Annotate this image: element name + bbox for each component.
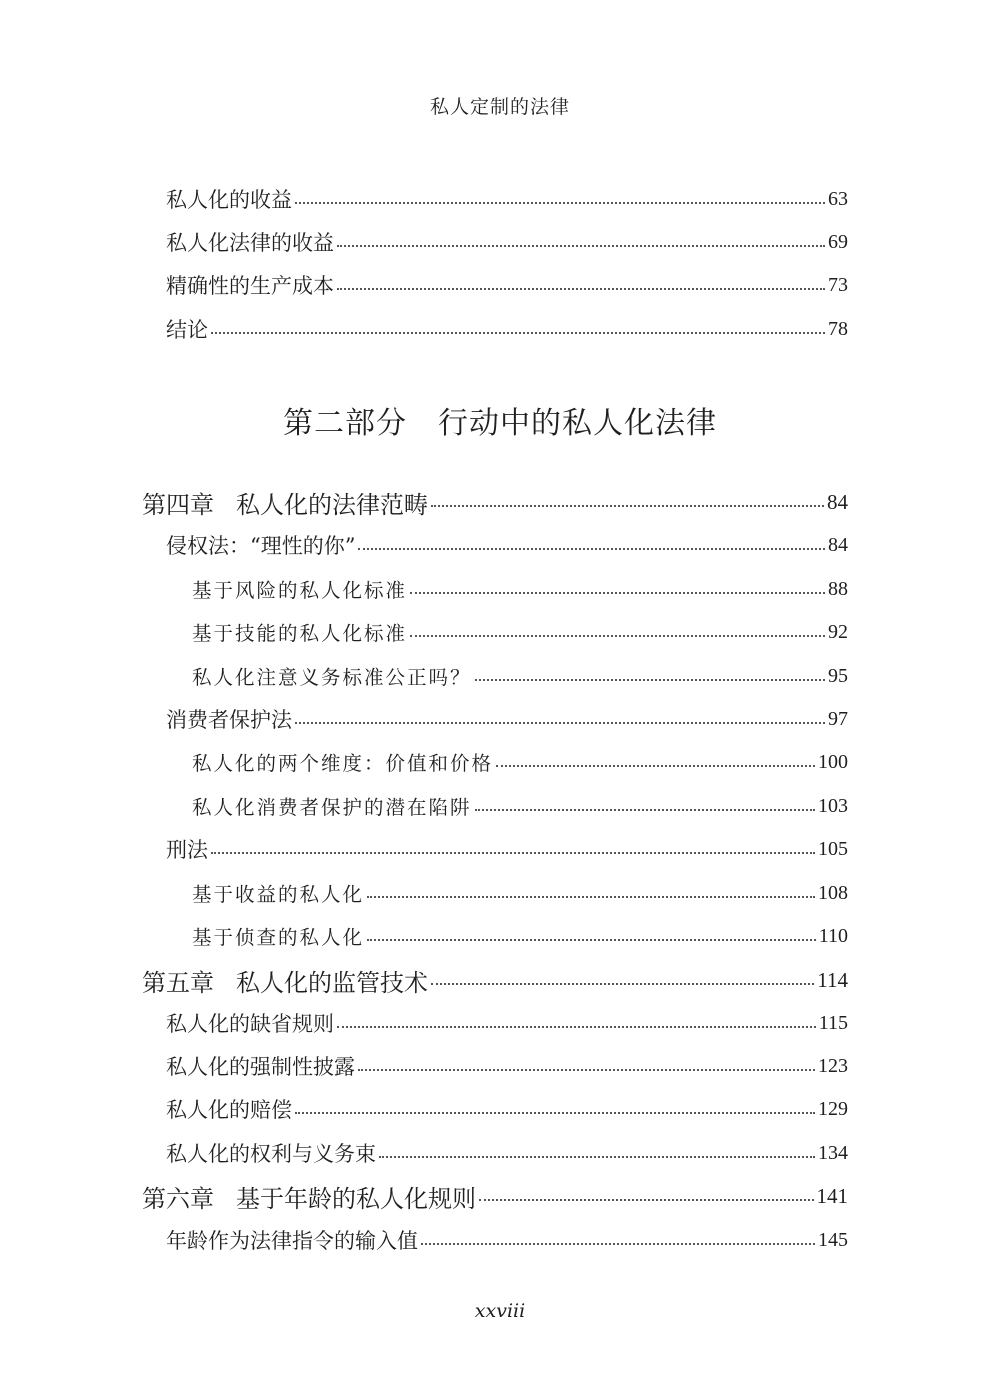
toc-subentry[interactable] — [192, 658, 848, 694]
toc-entry-label: 年龄作为法律指令的输入值 — [166, 1229, 418, 1253]
toc-chapter-label — [142, 485, 428, 520]
toc-entry-label: 刑法 — [166, 838, 208, 862]
toc-entry-page: 73 — [828, 273, 848, 296]
dot-leader — [358, 1069, 815, 1071]
part-title: 第二部分 行动中的私人化法律 — [283, 406, 717, 441]
toc-chapter[interactable] — [142, 484, 848, 520]
dot-leader — [367, 896, 815, 898]
toc-chapter-page: 114 — [817, 967, 848, 992]
page-number: xxviii — [474, 1300, 526, 1322]
toc-entry-page: 134 — [818, 1141, 848, 1164]
dot-leader — [475, 679, 825, 681]
toc-entry-page: 129 — [818, 1097, 848, 1120]
toc-subentry-page: 88 — [828, 577, 848, 600]
toc-entry[interactable] — [166, 527, 848, 563]
dot-leader — [337, 1026, 816, 1028]
toc-entry-page: 105 — [818, 837, 848, 860]
dot-leader — [358, 548, 825, 550]
toc-entry-label: 私人化的赔偿 — [166, 1098, 292, 1122]
toc-subentry-label: 私人化注意义务标准公正吗？ — [192, 666, 472, 689]
toc-entry[interactable] — [166, 701, 848, 737]
dot-leader — [379, 1156, 815, 1158]
dot-leader — [295, 202, 825, 204]
toc-entry[interactable] — [166, 1091, 848, 1127]
toc-chapter[interactable] — [142, 962, 848, 998]
toc-entry[interactable] — [166, 267, 848, 303]
toc-subentry-page: 92 — [828, 620, 848, 643]
toc-entry-label: 结论 — [166, 318, 208, 342]
toc-subentry-page: 95 — [828, 664, 848, 687]
dot-leader — [410, 592, 825, 594]
toc-entry-page: 63 — [828, 187, 848, 210]
dot-leader — [431, 983, 814, 985]
toc-entry[interactable] — [166, 831, 848, 867]
toc-entry-label: 私人化的强制性披露 — [166, 1055, 355, 1079]
dot-leader — [410, 635, 825, 637]
toc-entry-page: 115 — [818, 1011, 848, 1034]
toc-subentry-page: 110 — [818, 924, 848, 947]
toc-entry-label: 私人化法律的收益 — [166, 231, 334, 255]
toc-subentry[interactable] — [192, 918, 848, 954]
dot-leader — [479, 1199, 814, 1201]
toc-chapter[interactable] — [142, 1178, 848, 1214]
dot-leader — [431, 505, 824, 507]
toc-subentry-label: 基于收益的私人化 — [192, 883, 365, 906]
toc-entry-page: 84 — [828, 533, 848, 556]
chapter-title: 私人化的监管技术 — [236, 968, 428, 997]
toc-subentry-page: 100 — [818, 750, 848, 773]
toc-subentry[interactable] — [192, 744, 848, 780]
chapter-number: 第六章 — [142, 1184, 214, 1213]
toc-entry[interactable] — [166, 1222, 848, 1258]
chapter-title: 私人化的法律范畴 — [236, 490, 428, 519]
dot-leader — [211, 332, 825, 334]
toc-entry-label: 精确性的生产成本 — [166, 274, 334, 298]
dot-leader — [337, 245, 825, 247]
toc-subentry[interactable] — [192, 788, 848, 824]
dot-leader — [295, 1112, 815, 1114]
toc-entry[interactable] — [166, 1005, 848, 1041]
toc-entry[interactable] — [166, 311, 848, 347]
toc-chapter-label — [142, 1179, 476, 1214]
toc-entry-label: 消费者保护法 — [166, 708, 292, 732]
toc-subentry[interactable] — [192, 571, 848, 607]
toc-entry-label: 私人化的收益 — [166, 188, 292, 212]
toc-entry-page: 69 — [828, 230, 848, 253]
toc-entry-page: 145 — [818, 1228, 848, 1251]
dot-leader — [295, 722, 825, 724]
toc-subentry-label: 基于技能的私人化标准 — [192, 622, 408, 645]
toc-subentry-label: 私人化的两个维度：价值和价格 — [192, 752, 494, 775]
toc-subentry-page: 108 — [818, 881, 848, 904]
dot-leader — [367, 939, 816, 941]
dot-leader — [421, 1243, 815, 1245]
toc-subentry-label: 私人化消费者保护的潜在陷阱 — [192, 796, 472, 819]
dot-leader — [496, 765, 815, 767]
toc-subentry[interactable] — [192, 614, 848, 650]
dot-leader — [337, 288, 825, 290]
toc-subentry[interactable] — [192, 875, 848, 911]
toc-subentry-label: 基于风险的私人化标准 — [192, 579, 408, 602]
running-head: 私人定制的法律 — [429, 96, 570, 118]
toc-chapter-label — [142, 963, 428, 998]
toc-entry-page: 123 — [818, 1054, 848, 1077]
toc-entry[interactable] — [166, 181, 848, 217]
toc-entry-label: 侵权法：“理性的你” — [166, 534, 356, 558]
toc-chapter-page: 141 — [816, 1183, 848, 1208]
toc-entry-page: 97 — [828, 707, 848, 730]
toc-entry[interactable] — [166, 224, 848, 260]
toc-subentry-page: 103 — [818, 794, 848, 817]
toc-entry[interactable] — [166, 1048, 848, 1084]
chapter-number: 第五章 — [142, 968, 214, 997]
chapter-number: 第四章 — [142, 490, 214, 519]
toc-entry-page: 78 — [828, 317, 848, 340]
dot-leader — [475, 809, 815, 811]
toc-entry-label: 私人化的缺省规则 — [166, 1012, 334, 1036]
toc-entry-label: 私人化的权利与义务束 — [166, 1142, 376, 1166]
toc-chapter-page: 84 — [827, 489, 848, 514]
toc-entry[interactable] — [166, 1135, 848, 1171]
dot-leader — [211, 852, 815, 854]
chapter-title: 基于年龄的私人化规则 — [236, 1184, 476, 1213]
toc-subentry-label: 基于侦查的私人化 — [192, 926, 365, 949]
